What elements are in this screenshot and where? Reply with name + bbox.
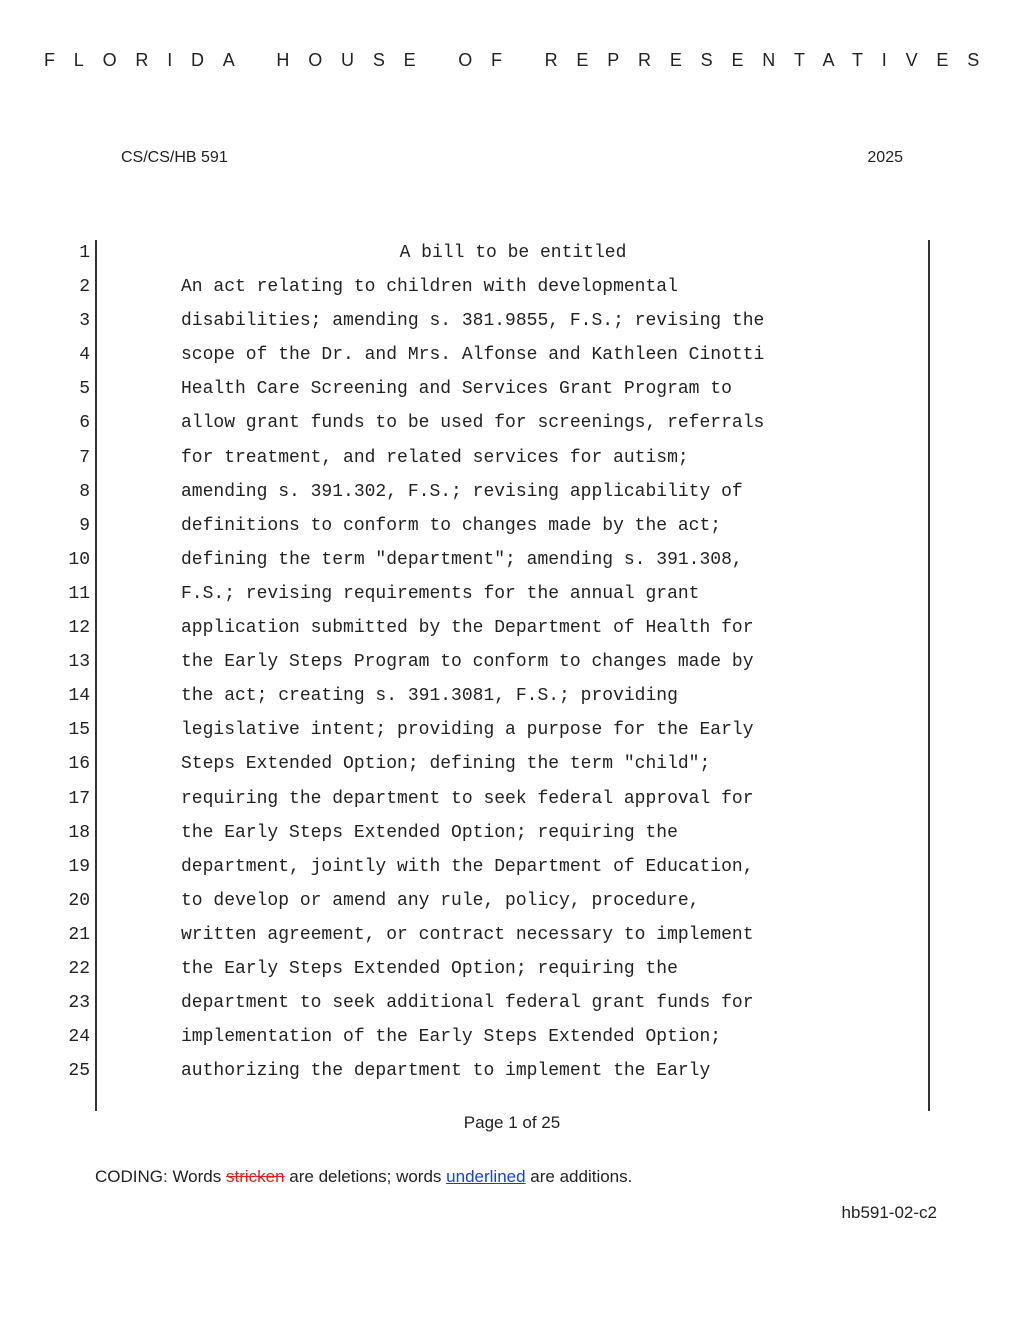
bill-line xyxy=(0,850,1024,884)
line-text: allow grant funds to be used for screenings, referrals xyxy=(181,413,765,434)
line-text: F.S.; revising requirements for the annual grant xyxy=(181,583,700,604)
line-text: defining the term "department"; amending s. 391.308, xyxy=(181,549,743,570)
bill-line xyxy=(0,475,1024,509)
bill-line xyxy=(0,406,1024,440)
line-number: 6 xyxy=(79,413,90,434)
line-text: the Early Steps Program to conform to changes made by xyxy=(181,652,754,673)
line-text: the Early Steps Extended Option; requiring the xyxy=(181,958,678,979)
line-number: 12 xyxy=(68,618,90,639)
bill-line xyxy=(0,441,1024,475)
line-number: 18 xyxy=(68,822,90,843)
line-text: department, jointly with the Department of Education, xyxy=(181,856,754,877)
line-text: scope of the Dr. and Mrs. Alfonse and Kathleen Cinotti xyxy=(181,345,765,366)
bill-line xyxy=(0,713,1024,747)
line-text: definitions to conform to changes made by the act; xyxy=(181,515,722,536)
line-text: An act relating to children with developmental xyxy=(181,277,678,298)
coding-prefix: CODING: Words xyxy=(95,1167,226,1186)
line-number: 4 xyxy=(79,345,90,366)
bill-year: 2025 xyxy=(867,149,903,166)
bill-line xyxy=(0,1054,1024,1088)
bill-line xyxy=(0,986,1024,1020)
line-text: legislative intent; providing a purpose for the Early xyxy=(181,720,754,741)
line-number: 16 xyxy=(68,754,90,775)
line-text: application submitted by the Department of Health for xyxy=(181,618,754,639)
bill-line xyxy=(0,747,1024,781)
line-text: amending s. 391.302, F.S.; revising applicability of xyxy=(181,481,743,502)
bill-line xyxy=(0,645,1024,679)
line-text: disabilities; amending s. 381.9855, F.S.; revising the xyxy=(181,311,765,332)
bill-line xyxy=(0,679,1024,713)
line-number: 24 xyxy=(68,1027,90,1048)
bill-line xyxy=(0,577,1024,611)
line-text: for treatment, and related services for autism; xyxy=(181,447,689,468)
bill-line xyxy=(0,952,1024,986)
coding-legend xyxy=(95,1167,632,1187)
bill-line xyxy=(0,236,1024,270)
line-text: requiring the department to seek federal approval for xyxy=(181,788,754,809)
bill-line xyxy=(0,1020,1024,1054)
line-text: department to seek additional federal grant funds for xyxy=(181,993,754,1014)
bill-title-line: A bill to be entitled xyxy=(399,243,627,263)
line-text: authorizing the department to implement the Early xyxy=(181,1061,711,1082)
line-number: 22 xyxy=(68,958,90,979)
bill-line xyxy=(0,270,1024,304)
bill-line xyxy=(0,782,1024,816)
line-number: 13 xyxy=(68,652,90,673)
bill-id: CS/CS/HB 591 xyxy=(121,149,228,166)
bill-line xyxy=(0,509,1024,543)
bill-line xyxy=(0,543,1024,577)
line-number: 11 xyxy=(68,583,90,604)
line-number: 21 xyxy=(68,924,90,945)
line-number: 15 xyxy=(68,720,90,741)
line-number: 10 xyxy=(68,549,90,570)
line-text: the Early Steps Extended Option; requiring the xyxy=(181,822,678,843)
line-number: 7 xyxy=(79,447,90,468)
line-number: 23 xyxy=(68,993,90,1014)
line-number: 8 xyxy=(79,481,90,502)
line-text: implementation of the Early Steps Extended Option; xyxy=(181,1027,722,1048)
line-text: the act; creating s. 391.3081, F.S.; providing xyxy=(181,686,678,707)
line-text: written agreement, or contract necessary to implement xyxy=(181,924,754,945)
coding-suffix: are additions. xyxy=(525,1167,633,1186)
bill-line xyxy=(0,304,1024,338)
line-number: 9 xyxy=(79,515,90,536)
coding-stricken-example: stricken xyxy=(225,1167,285,1186)
bill-line xyxy=(0,372,1024,406)
line-number: 2 xyxy=(79,277,90,298)
line-text: to develop or amend any rule, policy, procedure, xyxy=(181,890,700,911)
line-number: 20 xyxy=(68,890,90,911)
line-number: 3 xyxy=(79,311,90,332)
coding-underlined-example: underlined xyxy=(446,1167,526,1186)
page-number: Page 1 of 25 xyxy=(463,1113,561,1132)
chamber-banner: FLORIDA HOUSE OF REPRESENTATIVES xyxy=(44,50,998,70)
bill-line xyxy=(0,611,1024,645)
bill-line xyxy=(0,884,1024,918)
line-number: 17 xyxy=(68,788,90,809)
line-number: 5 xyxy=(79,379,90,400)
coding-middle: are deletions; words xyxy=(284,1167,447,1186)
bill-line xyxy=(0,338,1024,372)
line-text: Health Care Screening and Services Grant Program to xyxy=(181,379,732,400)
line-number: 1 xyxy=(79,243,90,263)
line-text: Steps Extended Option; defining the term "child"; xyxy=(181,754,711,775)
bill-line xyxy=(0,918,1024,952)
line-number: 25 xyxy=(68,1061,90,1082)
bill-text-lines xyxy=(0,236,1024,1088)
line-number: 19 xyxy=(68,856,90,877)
document-code: hb591-02-c2 xyxy=(841,1203,937,1222)
bill-line xyxy=(0,816,1024,850)
line-number: 14 xyxy=(68,686,90,707)
